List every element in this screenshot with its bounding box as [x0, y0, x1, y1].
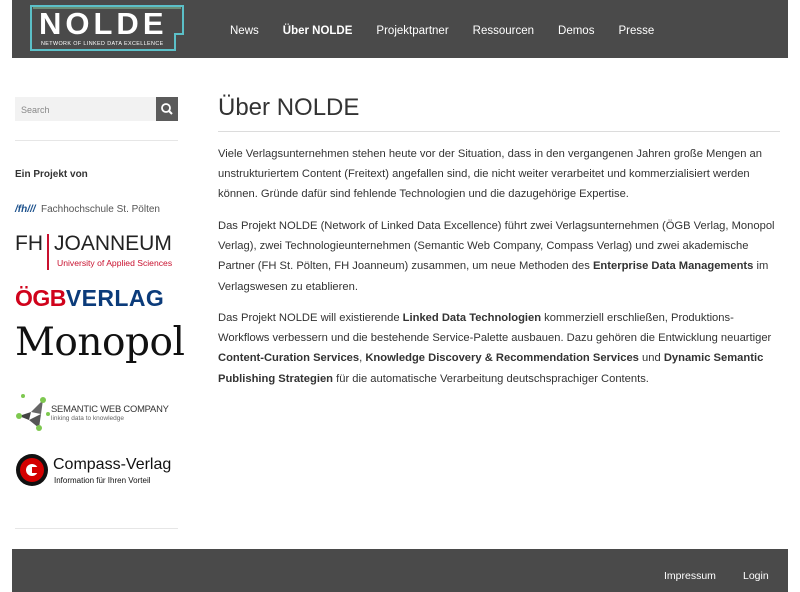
search-input[interactable]: Search [15, 97, 156, 121]
compass-c-icon [15, 453, 49, 487]
project-paragraph [218, 216, 783, 297]
search-button[interactable] [156, 97, 178, 121]
main-nav [230, 25, 678, 37]
footer-link-login[interactable]: Login [743, 570, 769, 582]
search-form [15, 97, 178, 121]
text-segment: für die automatische Verarbeitung deutschsprachiger Contents. [333, 372, 649, 385]
title-divider [218, 131, 780, 132]
partner-fhstp-logo[interactable] [15, 199, 180, 213]
page-title: Über NOLDE [218, 94, 360, 121]
footer-link-impressum[interactable]: Impressum [664, 570, 716, 582]
sidebar-divider-bottom [15, 528, 178, 529]
text-segment: Das Projekt NOLDE will existierende [218, 312, 403, 324]
bold-segment: Linked Data Technologien [402, 312, 542, 324]
text-segment: kommerziell erschließen, Produktions-Workflows verbessern und die bestehende Service-Palette ausbauen. Dazu gehören die Entwicklung neuartiger [218, 312, 772, 345]
text-segment: im Verlagswesen zu etablieren. [218, 260, 769, 293]
text-segment: , [359, 352, 366, 365]
nav-item-2[interactable]: Projektpartner [376, 25, 449, 37]
site-header [12, 0, 788, 58]
nolde-logo[interactable] [29, 4, 185, 52]
logo-subtitle: NETWORK OF LINKED DATA EXCELLENCE [41, 41, 164, 47]
nav-item-4[interactable]: Demos [558, 25, 595, 37]
partner-oegb-logo[interactable] [15, 285, 180, 315]
swc-name: SEMANTIC WEB COMPANY [51, 403, 169, 414]
monopol-name: Monopol [15, 320, 185, 365]
nav-item-1[interactable]: Über NOLDE [282, 25, 353, 37]
intro-paragraph: Viele Verlagsunternehmen stehen heute vor der Situation, dass in den vergangenen Jahren große Mengen an unstrukturiertem Content (Freitext) angefallen sind, die nicht weiter verarbeitet und kommerzialisiert werden können. Gründe dafür sind fehlende Technologien und die dazugehörige Expertise. [218, 148, 763, 201]
sidebar-divider [15, 140, 178, 141]
nav-item-0[interactable]: News [230, 25, 259, 37]
partner-swc-logo[interactable] [15, 390, 180, 434]
compass-name: Compass-Verlag [53, 456, 172, 473]
bold-segment: Enterprise Data Managements [592, 260, 754, 273]
nav-item-5[interactable]: Presse [618, 25, 655, 37]
bold-segment: Content-Curation Services [218, 352, 360, 365]
bold-segment: Dynamic Semantic Publishing Strategien [218, 352, 764, 385]
compass-tagline: Information für Ihren Vorteil [54, 476, 151, 485]
logo-title: NOLDE [39, 6, 168, 41]
bold-segment: Knowledge Discovery & Recommendation Services [365, 352, 639, 365]
nav-item-3[interactable]: Ressourcen [472, 25, 535, 37]
oegb-mark: ÖGB [15, 285, 66, 311]
search-icon [156, 97, 178, 121]
fhstp-mark: /fh/// [15, 204, 36, 215]
joanneum-bar [47, 234, 49, 270]
fhstp-name: Fachhochschule St. Pölten [41, 204, 160, 215]
partner-joanneum-logo[interactable] [15, 232, 180, 270]
oegb-verlag: VERLAG [65, 285, 165, 311]
joanneum-name: JOANNEUM [54, 232, 172, 255]
partner-compass-logo[interactable] [15, 451, 180, 491]
joanneum-tagline: University of Applied Sciences [57, 258, 173, 268]
text-segment: und [638, 352, 664, 365]
joanneum-fh: FH [15, 232, 43, 255]
goals-paragraph [218, 308, 783, 389]
text-segment: Das Projekt NOLDE (Network of Linked Data Excellence) führt zwei Verlagsunternehmen (ÖGB Verlag, Monopol Verlag), zwei Technologieunternehmen (Semantic Web Company, Compass Verlag) und zwei akademische Partner (FH St. Pölten, FH Joanneum) zusammen, um neue Methoden des [218, 220, 775, 273]
site-footer [12, 549, 788, 592]
partner-monopol-logo[interactable] [15, 320, 185, 370]
swc-tagline: linking data to knowledge [51, 415, 124, 422]
sidebar-project-label: Ein Projekt von [15, 169, 88, 180]
swc-network-icon [15, 390, 51, 434]
